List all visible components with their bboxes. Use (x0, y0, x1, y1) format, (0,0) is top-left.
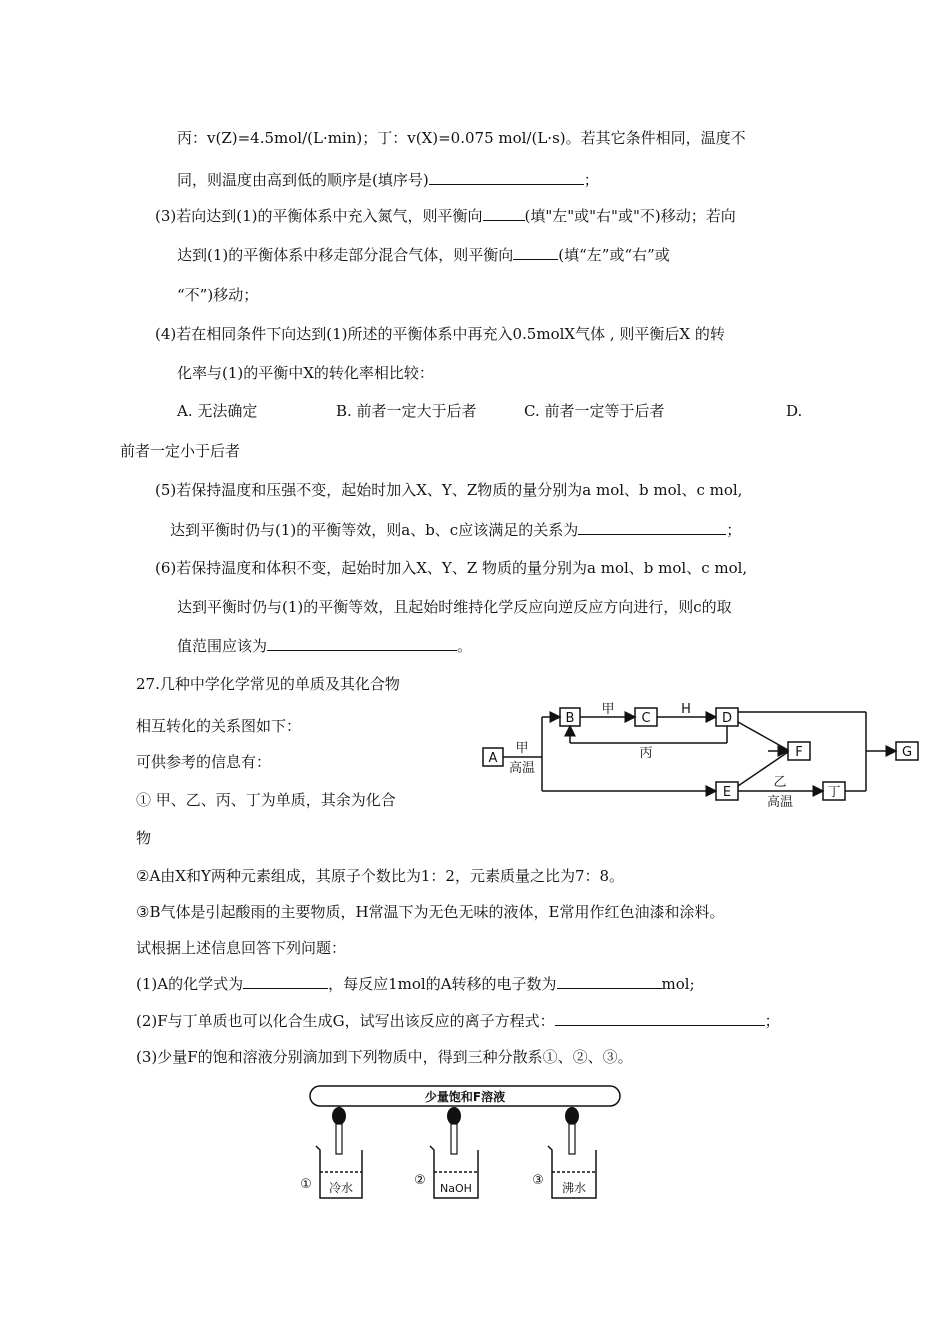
beaker-3-label: 沸水 (561, 1181, 587, 1195)
q26-part4-line-2: 化率与(1)的平衡中X的转化率相比较： (177, 364, 434, 382)
label-e: E (722, 785, 732, 800)
q26-part3-text-b: (填"左"或"右"或"不)移动；若向 (524, 207, 736, 225)
answer-blank[interactable] (557, 974, 662, 989)
q27-sub-1 (136, 974, 695, 994)
beaker-3-number: ③ (532, 1173, 544, 1188)
beaker-2-label: NaOH (440, 1182, 472, 1195)
q26-part5-line-2 (170, 520, 741, 540)
label-jia-1: 甲 (515, 741, 529, 756)
label-yi: 乙 (773, 775, 787, 790)
q26-part6-end: 。 (457, 637, 473, 655)
label-g: G (901, 745, 913, 760)
q26-part5-line-1: (5)若保持温度和压强不变，起始时加入X、Y、Z物质的量分别为a mol、b mol、c mol, (155, 481, 743, 499)
answer-blank[interactable] (429, 170, 584, 185)
label-f: F (795, 745, 803, 760)
answer-blank[interactable] (243, 974, 328, 989)
option-d-text: 前者一定小于后者 (120, 442, 241, 460)
q26-part3-text-c: 达到(1)的平衡体系中移走部分混合气体，则平衡向 (177, 246, 514, 264)
beaker-2-number: ② (414, 1173, 426, 1188)
q26-line-1: 丙：v(Z)=4.5mol/(L·min)；丁：v(X)=0.075 mol/(L·s)。若其它条件相同，温度不 (177, 129, 746, 147)
label-a: A (488, 751, 498, 766)
q27-sub-1-text-c: mol; (661, 975, 695, 993)
answer-blank[interactable] (578, 520, 726, 535)
option-d[interactable]: D. (786, 402, 803, 420)
solution-tube-label: 少量饱和F溶液 (424, 1090, 506, 1104)
beaker-1-number: ① (300, 1177, 312, 1192)
beakers-diagram (290, 1080, 640, 1210)
option-c[interactable]: C. 前者一定等于后者 (524, 402, 665, 420)
q26-part5-text: 达到平衡时仍与(1)的平衡等效，则a、b、c应该满足的关系为 (170, 521, 579, 539)
q27-title: 27.几种中学化学常见的单质及其化合物 (136, 675, 400, 693)
q27-line-5: 物 (136, 829, 152, 847)
option-a[interactable]: A. 无法确定 (177, 402, 258, 420)
q26-line-2-text: 同，则温度由高到低的顺序是(填序号) (177, 171, 429, 189)
q27-sub-1-text-b: ，每反应1mol的A转移的电子数为 (328, 975, 557, 993)
dropper-1 (332, 1106, 346, 1154)
q27-info-2: ②A由X和Y两种元素组成，其原子个数比为1：2，元素质量之比为7：8。 (136, 867, 625, 885)
dropper-2 (447, 1107, 461, 1154)
q27-sub-2 (136, 1011, 780, 1031)
q27-prompt: 试根据上述信息回答下列问题： (136, 939, 347, 957)
q27-line-4: ① 甲、乙、丙、丁为单质，其余为化合 (136, 791, 396, 809)
answer-blank[interactable] (483, 206, 525, 221)
label-h: H (681, 702, 691, 717)
q26-line-2-end: ； (583, 171, 599, 189)
label-d: D (721, 711, 733, 726)
q26-part3-text-a: (3)若向达到(1)的平衡体系中充入氮气，则平衡向 (155, 207, 483, 225)
q27-line-3: 可供参考的信息有： (136, 753, 272, 771)
label-c: C (641, 711, 651, 726)
q26-part3-text-d: (填“左”或“右”或 (558, 246, 670, 264)
q27-line-2: 相互转化的关系图如下： (136, 717, 302, 735)
q26-part3-line-3: “不”)移动； (177, 286, 259, 304)
label-b: B (565, 711, 575, 726)
q27-sub-2-end: ； (764, 1012, 780, 1030)
q26-part6-line-3 (177, 636, 472, 656)
q26-part6-line-2: 达到平衡时仍与(1)的平衡等效，且起始时维持化学反应向逆反应方向进行，则c的取 (177, 598, 732, 616)
label-gaowen-2: 高温 (766, 795, 794, 810)
reaction-flow-diagram (478, 700, 928, 810)
beaker-1-label: 冷水 (328, 1181, 354, 1195)
answer-blank[interactable] (555, 1011, 765, 1026)
q26-part3-line-2 (177, 245, 670, 265)
answer-blank[interactable] (513, 245, 558, 260)
option-b[interactable]: B. 前者一定大于后者 (336, 402, 477, 420)
label-bing: 丙 (639, 746, 653, 761)
dropper-3 (565, 1107, 579, 1154)
q26-part6-text: 值范围应该为 (177, 637, 268, 655)
label-jia-2: 甲 (601, 702, 615, 717)
q26-part3-line-1 (155, 206, 736, 226)
q27-sub-3: (3)少量F的饱和溶液分别滴加到下列物质中，得到三种分散系①、②、③。 (136, 1048, 633, 1066)
label-ding: 丁 (827, 785, 841, 800)
q26-part6-line-1: (6)若保持温度和体积不变，起始时加入X、Y、Z 物质的量分别为a mol、b mol、c mol, (155, 559, 748, 577)
q27-info-3: ③B气体是引起酸雨的主要物质，H常温下为无色无味的液体，E常用作红色油漆和涂料。 (136, 903, 725, 921)
answer-blank[interactable] (267, 636, 457, 651)
label-gaowen-1: 高温 (508, 761, 536, 776)
q27-sub-2-text: (2)F与丁单质也可以化合生成G，试写出该反应的离子方程式： (136, 1012, 555, 1030)
q26-part5-end: ； (726, 521, 742, 539)
q27-sub-1-text-a: (1)A的化学式为 (136, 975, 244, 993)
q26-part4-line-1: (4)若在相同条件下向达到(1)所述的平衡体系中再充入0.5molX气体 , 则平衡后X 的转 (155, 325, 725, 343)
q26-line-2 (177, 170, 599, 190)
